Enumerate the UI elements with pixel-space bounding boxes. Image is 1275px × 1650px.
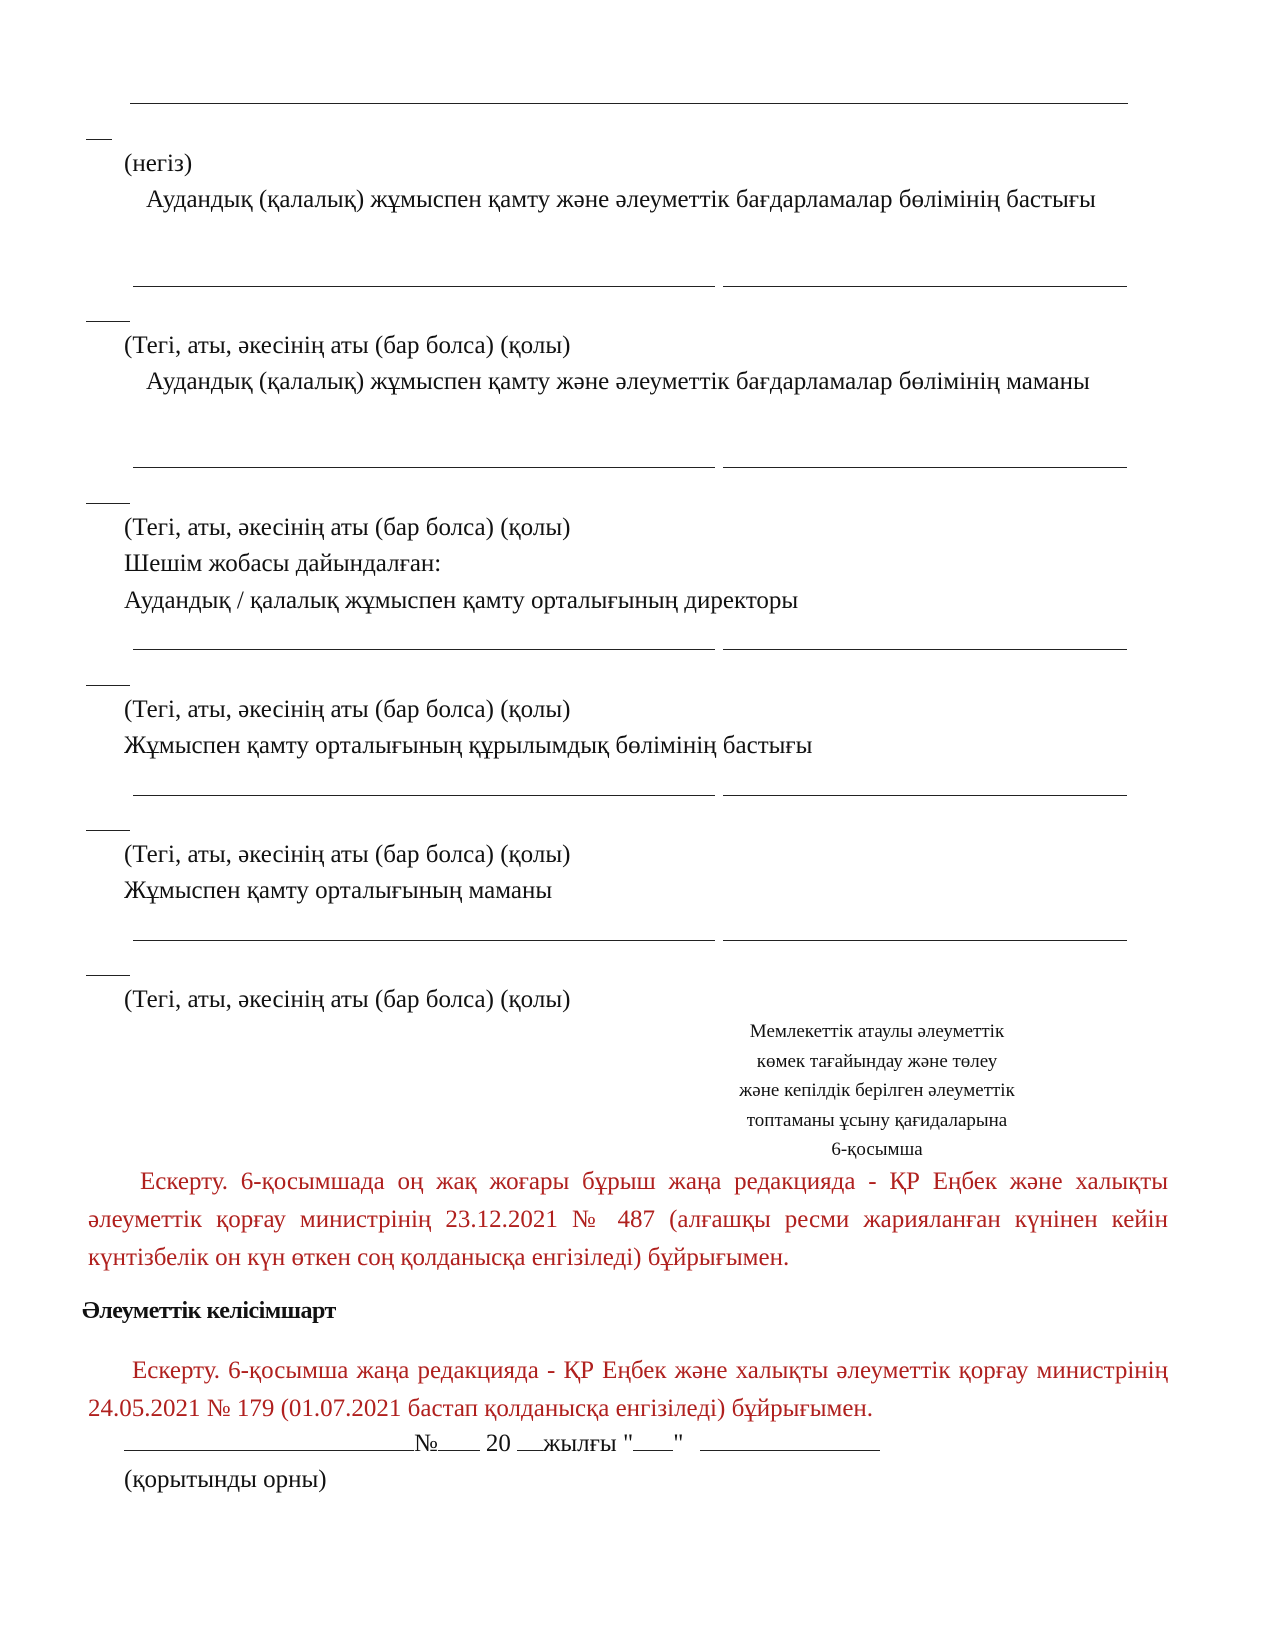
quote-open: " bbox=[622, 1430, 634, 1457]
dept-head-line-tail bbox=[86, 830, 130, 831]
specialist-line-tail bbox=[86, 503, 130, 504]
quote-close: " bbox=[673, 1430, 684, 1457]
director-sign-line bbox=[723, 649, 1127, 650]
head-name-line bbox=[133, 286, 715, 287]
specialist-sign-line bbox=[723, 467, 1127, 468]
number-sign: № bbox=[414, 1430, 438, 1457]
amendment-note-2: Ескерту. 6-қосымша жаңа редакцияда - ҚР Еңбек және халықты әлеуметтік қорғау министрінің 24.05.2021 № 179 (01.07.2021 бастап қолданысқа енгізіледі) бұйрығымен. bbox=[88, 1357, 1168, 1422]
dept-head-sign-line bbox=[723, 795, 1127, 796]
center-director-title: Аудандық / қалалық жұмыспен қамту орталығының директоры bbox=[124, 587, 799, 614]
prepared-label: Шешім жобасы дайындалған: bbox=[124, 550, 442, 577]
center-dept-head-title: Жұмыспен қамту орталығының құрылымдық бөлімінің бастығы bbox=[124, 732, 813, 759]
specialist-title: Аудандық (қалалық) жұмыспен қамту және әлеуметтік бағдарламалар бөлімінің маманы bbox=[146, 368, 1090, 395]
amendment-note-1: Ескерту. 6-қосымшада оң жақ жоғары бұрыш жаңа редакцияда - ҚР Еңбек және халықты әлеуметтік қорғау министрінің 23.12.2021 № 487 (алғашқы ресми жарияланған күнінен кейін күнтізбелік он күн өткен соң қолданысқа енгізіледі) бұйрығымен. bbox=[88, 1168, 1168, 1271]
specialist-name-line bbox=[133, 467, 715, 468]
basis-label: (негіз) bbox=[124, 150, 193, 177]
head-fio-sign-label: (Тегі, аты, әкесінің аты (бар болса) (қолы) bbox=[124, 332, 571, 359]
director-fio-sign-label: (Тегі, аты, әкесінің аты (бар болса) (қолы) bbox=[124, 696, 571, 723]
dept-head-name-line bbox=[133, 795, 715, 796]
director-name-line bbox=[133, 649, 715, 650]
appendix-line-5: 6-қосымша bbox=[831, 1139, 923, 1160]
place-label: (қорытынды орны) bbox=[124, 1466, 327, 1493]
appendix-line-2: көмек тағайындау және төлеу bbox=[756, 1051, 998, 1072]
head-title: Аудандық (қалалық) жұмыспен қамту және әлеуметтік бағдарламалар бөлімінің бастығы bbox=[146, 186, 1096, 213]
dept-head-fio-sign-label: (Тегі, аты, әкесінің аты (бар болса) (қолы) bbox=[124, 841, 571, 868]
center-specialist-name-line bbox=[133, 940, 715, 941]
year-word: жылғы bbox=[543, 1430, 617, 1457]
center-specialist-line-tail bbox=[86, 975, 130, 976]
center-specialist-fio-sign-label: (Тегі, аты, әкесінің аты (бар болса) (қолы) bbox=[124, 986, 571, 1013]
center-specialist-sign-line bbox=[723, 940, 1127, 941]
appendix-line-1: Мемлекеттік атаулы әлеуметтік bbox=[749, 1021, 1005, 1042]
contract-title: Әлеуметтік келісімшарт bbox=[82, 1298, 336, 1324]
place-blank[interactable] bbox=[124, 1428, 414, 1451]
contract-date-line bbox=[124, 1428, 880, 1459]
basis-line-tail bbox=[86, 139, 112, 140]
year-blank[interactable] bbox=[517, 1428, 543, 1451]
head-line-tail bbox=[86, 321, 130, 322]
specialist-fio-sign-label: (Тегі, аты, әкесінің аты (бар болса) (қолы) bbox=[124, 514, 571, 541]
number-blank[interactable] bbox=[438, 1428, 480, 1451]
day-blank[interactable] bbox=[633, 1428, 673, 1451]
month-blank[interactable] bbox=[700, 1428, 880, 1451]
head-sign-line bbox=[723, 286, 1127, 287]
appendix-line-4: топтаманы ұсыну қағидаларына bbox=[746, 1110, 1008, 1131]
director-line-tail bbox=[86, 685, 130, 686]
basis-line bbox=[130, 103, 1128, 104]
appendix-line-3: және кепілдік берілген әлеуметтік bbox=[739, 1080, 1015, 1101]
year-prefix: 20 bbox=[485, 1430, 511, 1457]
center-specialist-title: Жұмыспен қамту орталығының маманы bbox=[124, 877, 553, 904]
